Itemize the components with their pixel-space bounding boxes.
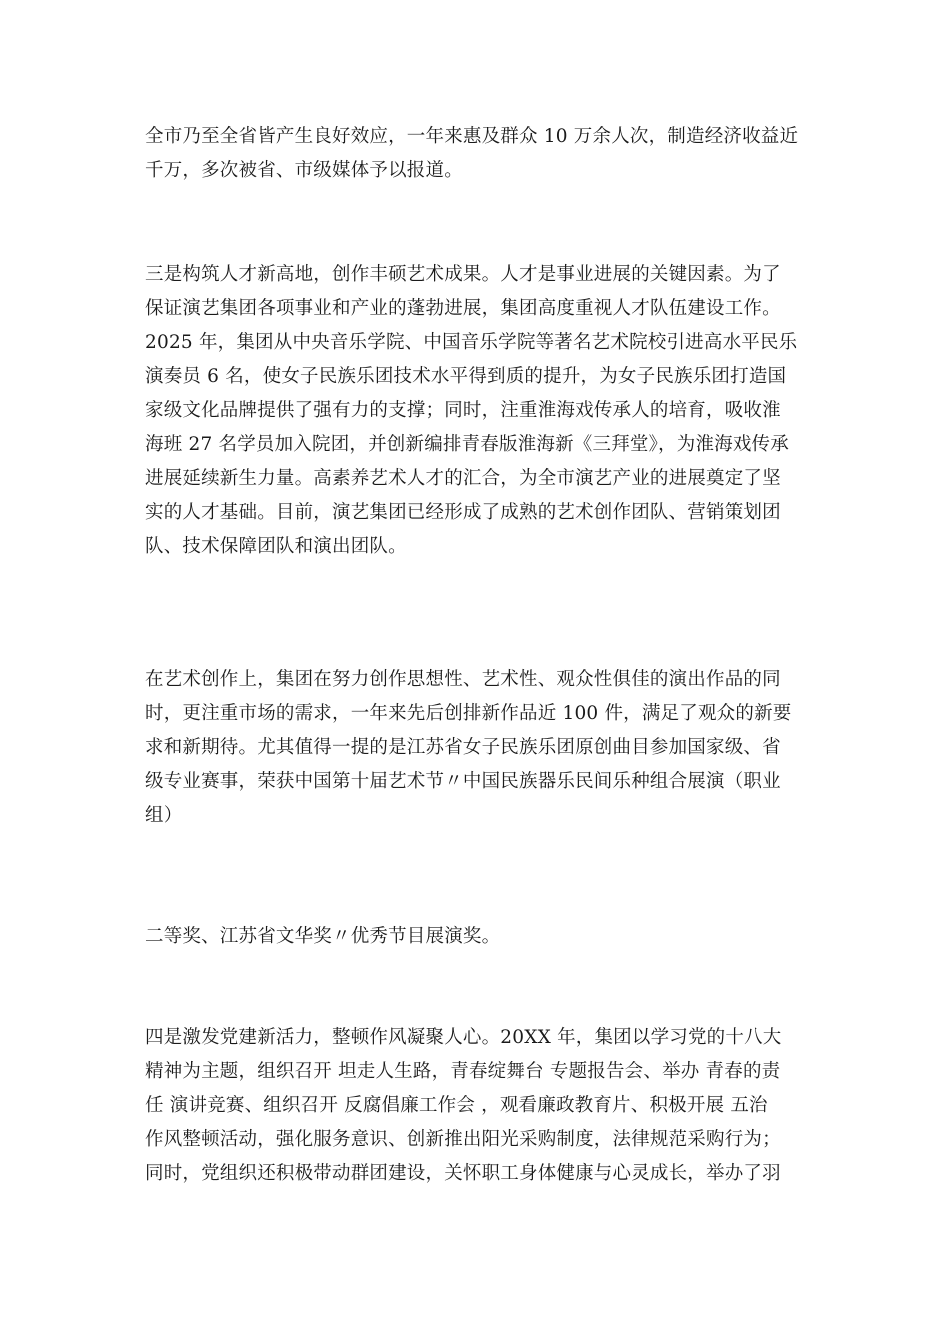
text-line: 队、技术保障团队和演出团队。 (145, 536, 407, 557)
text-line: 组） (145, 805, 183, 826)
text-line: 精神为主题，组织召开 坦走人生路，青春绽舞台 专题报告会、举办 青春的责 (145, 1061, 781, 1082)
text-line: 家级文化品牌提供了强有力的支撑；同时，注重淮海戏传承人的培育，吸收淮 (145, 400, 781, 421)
paragraph-5 (145, 1021, 813, 1191)
paragraph-2 (145, 258, 813, 564)
text-line: 千万，多次被省、市级媒体予以报道。 (145, 160, 463, 181)
text-line: 三是构筑人才新高地，创作丰硕艺术成果。人才是事业进展的关键因素。为了 (145, 264, 781, 285)
text-line: 四是激发党建新活力，整顿作风凝聚人心。20XX 年，集团以学习党的十八大 (145, 1027, 782, 1048)
text-line: 海班 27 名学员加入院团，并创新编排青春版淮海新《三拜堂》，为淮海戏传承 (145, 434, 789, 455)
text-line: 2025 年，集团从中央音乐学院、中国音乐学院等著名艺术院校引进高水平民乐 (145, 332, 798, 353)
paragraph-1 (145, 120, 813, 188)
paragraph-3 (145, 663, 813, 833)
text-line: 全市乃至全省皆产生良好效应，一年来惠及群众 10 万余人次，制造经济收益近 (145, 126, 799, 147)
paragraph-4 (145, 920, 813, 954)
text-line: 作风整顿活动，强化服务意识、创新推出阳光采购制度，法律规范采购行为； (145, 1129, 781, 1150)
text-line: 级专业赛事，荣获中国第十届艺术节〃中国民族器乐民间乐种组合展演（职业 (145, 771, 781, 792)
text-line: 在艺术创作上，集团在努力创作思想性、艺术性、观众性俱佳的演出作品的同 (145, 669, 781, 690)
text-line: 保证演艺集团各项事业和产业的蓬勃进展，集团高度重视人才队伍建设工作。 (145, 298, 781, 319)
text-line: 二等奖、江苏省文华奖〃优秀节目展演奖。 (145, 926, 501, 947)
text-line: 同时，党组织还积极带动群团建设，关怀职工身体健康与心灵成长，举办了羽 (145, 1163, 781, 1184)
text-line: 时，更注重市场的需求，一年来先后创排新作品近 100 件，满足了观众的新要 (145, 703, 792, 724)
text-line: 演奏员 6 名，使女子民族乐团技术水平得到质的提升，为女子民族乐团打造国 (145, 366, 787, 387)
text-line: 进展延续新生力量。高素养艺术人才的汇合，为全市演艺产业的进展奠定了坚 (145, 468, 781, 489)
text-line: 任 演讲竞赛、组织召开 反腐倡廉工作会 ，观看廉政教育片、积极开展 五治 (145, 1095, 768, 1116)
text-line: 实的人才基础。目前，演艺集团已经形成了成熟的艺术创作团队、营销策划团 (145, 502, 781, 523)
text-line: 求和新期待。尤其值得一提的是江苏省女子民族乐团原创曲目参加国家级、省 (145, 737, 781, 758)
